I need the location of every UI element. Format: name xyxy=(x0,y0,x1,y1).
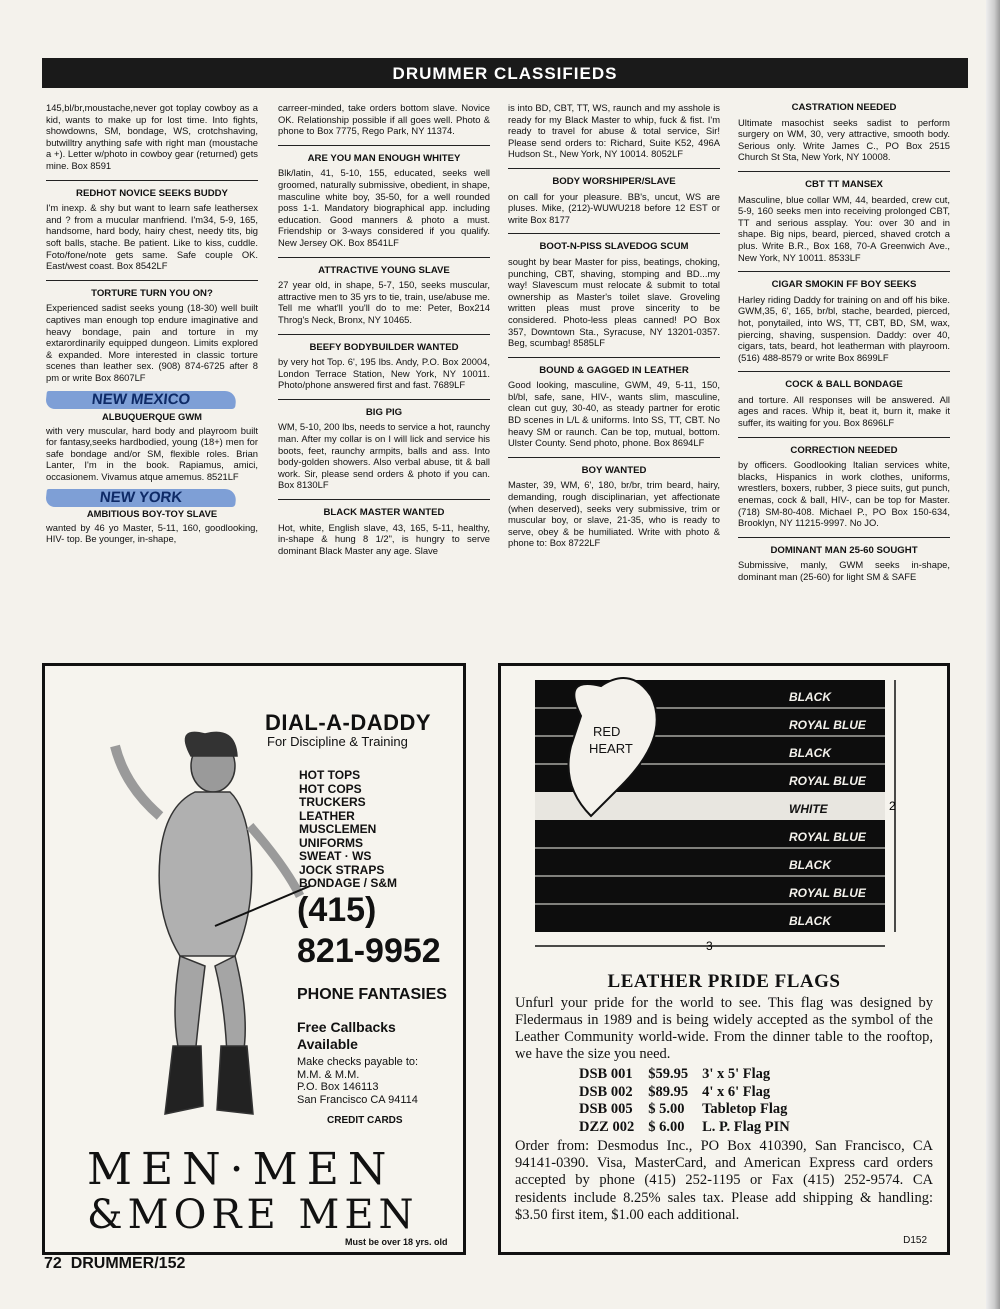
ad-subtitle: For Discipline & Training xyxy=(267,734,408,749)
stripe-label: BLACK xyxy=(789,858,831,872)
ad-heading: CASTRATION NEEDED xyxy=(791,102,897,113)
width-dimension: 3 xyxy=(706,939,713,953)
product-description: L. P. Flag PIN xyxy=(702,1118,790,1135)
stripe-label: WHITE xyxy=(789,802,828,816)
classified-ad xyxy=(508,357,720,449)
classified-ad xyxy=(278,499,490,556)
region-new-york xyxy=(46,489,258,545)
price-row xyxy=(579,1101,804,1119)
ad-body: Blk/latin, 41, 5-10, 155, educated, seeks well groomed, naturally submissive, obedient, in shape, masculine white boy, 35-50, for a well rounded poss 1-1. Mandatory biographical app. including education. Good manners & photo a must. Friendship or 3-ways considered if you qualify. New Jersey OK. Box 8541LF xyxy=(278,167,490,248)
product-code: DZZ 002 xyxy=(579,1118,635,1135)
men-men-headline: MEN·MEN xyxy=(87,1144,396,1195)
classified-ad xyxy=(46,280,258,384)
price-row xyxy=(579,1119,804,1137)
ad-heading: COCK & BALL BONDAGE xyxy=(785,379,903,391)
product-code: DSB 001 xyxy=(579,1066,633,1082)
classified-ad xyxy=(738,371,950,428)
stripe-label: BLACK xyxy=(789,914,831,928)
classifieds-column-1 xyxy=(46,102,258,650)
product-code: DSB 005 xyxy=(579,1101,633,1117)
ad-heading: BOY WANTED xyxy=(581,464,647,476)
address-line: Make checks payable to: xyxy=(297,1056,419,1068)
ad-title: DIAL-A-DADDY xyxy=(265,710,432,735)
ad-code: D152 xyxy=(903,1235,927,1246)
product-code: DSB 002 xyxy=(579,1083,633,1100)
ad-body: Master, 39, WM, 6', 180, br/br, trim beard, hairy, demanding, rough disciplinarian, yet affectionate (when deserved), seeks very submissive, trim or muscular boy, or slave, 21-35, who is ready to serve, obey & be humiliated. Write with photo & phone to: Box 8722LF xyxy=(508,479,720,549)
ad-body: Masculine, blue collar WM, 44, bearded, crew cut, 5-9, 160 seeks men into receiving prolonged CBT, TT and serious assplay. You: over 30 and in shape. Big nips, beard, pierced, shaved crotch a plus. Write B.R., Box 168, 70-A Greenwich Ave., New York, NY 10011. 8533LF xyxy=(738,193,950,263)
ad-body: Ultimate masochist seeks sadist to perform surgery on WM, 30, very attractive, smooth body. Serious only. Write James C., PO Box 2515 Church St Sta, New York, NY 10008. xyxy=(738,116,950,163)
ad-heading: ATTRACTIVE YOUNG SLAVE xyxy=(318,264,450,276)
free-callbacks xyxy=(297,1019,396,1053)
classified-ad xyxy=(738,271,950,363)
product-description: 4' x 6' Flag xyxy=(702,1083,771,1100)
service-item: LEATHER xyxy=(299,808,355,823)
classified-ad xyxy=(278,399,490,491)
stripe-label: ROYAL BLUE xyxy=(789,886,866,900)
service-item: TRUCKERS xyxy=(299,795,366,809)
stripe-label: BLACK xyxy=(789,746,831,760)
page-footer: 72 DRUMMER/152 xyxy=(44,1255,186,1272)
ad-heading: TORTURE TURN YOU ON? xyxy=(91,287,213,299)
ad-body: and torture. All responses will be answered. All ages and races. Whip it, beat it, burn it, make it suffer, its waiting for you. Box 8696LF xyxy=(738,393,950,429)
classifieds-column-4 xyxy=(738,102,950,650)
service-item: HOT TOPS xyxy=(299,768,361,782)
flag-ad-title: LEATHER PRIDE FLAGS xyxy=(607,971,841,992)
service-item: JOCK STRAPS xyxy=(299,862,385,877)
ad-heading: BIG PIG xyxy=(365,406,403,418)
ad-body: Good looking, masculine, GWM, 49, 5-11, 150, bl/bl, safe, sane, HIV-, wants slim, masculine, clean cut guy, 30-40, as steady partner for erotic BD scenes in L/L & uniforms. Into SS, TT, CBT. No heavy SM or raunch. Can be top, mutual, bottom. Ulster County. Send photo, phone. Box 8694LF xyxy=(508,379,720,449)
more-men-headline: &MORE MEN xyxy=(87,1192,419,1238)
phone-fantasies-label: PHONE FANTASIES xyxy=(297,986,447,1003)
product-price: $ 6.00 xyxy=(648,1118,685,1135)
ad-heading: REDHOT NOVICE SEEKS BUDDY xyxy=(76,187,228,199)
stripe-label: BLACK xyxy=(789,690,831,704)
stripe-label: ROYAL BLUE xyxy=(789,718,866,732)
classified-ad xyxy=(278,334,490,391)
ad-body: with very muscular, hard body and playroom built for fantasy,seeks hardbodied, young (18+) men for safe bondage and/or SM, flexible roles. Brian Lanter, I'm in the book. Rapiamus, amici, occasionem. Vivamus atque amemus. 8521LF xyxy=(46,424,258,483)
address-line: San Francisco CA 94114 xyxy=(297,1093,418,1106)
stripe-label: ROYAL BLUE xyxy=(789,830,866,844)
ad-body: sought by bear Master for piss, beatings, choking, punching, CBT, shaving, stomping and BD...my way! Slavescum must relocate & submit to total ownership as Master's toilet slave. Groveling written pleas must prove sincerity to be considered. Photo-less pleas canned! PO Box 357, Downtown Sta., Syracuse, NY 13201-0357. Beg, scumbag! 8585LF xyxy=(508,255,720,349)
order-instructions: Order from: Desmodus Inc., PO Box 410390, San Francisco, CA 94141-0390. Visa, MasterCard, and American Express card orders accepted by phone (415) 252-1195 or Fax (415) 252-9574. CA residents include 8.25% sales tax. Please add shipping & handling: $3.50 first item, $1.00 each additional. xyxy=(515,1138,933,1223)
classified-ad xyxy=(508,233,720,348)
address-line: M.M. & M.M. xyxy=(297,1068,360,1081)
flag-diagram xyxy=(531,676,905,962)
phone-area-code: (415) xyxy=(297,891,377,929)
service-item: MUSCLEMEN xyxy=(299,822,377,836)
scan-edge xyxy=(986,0,1000,1309)
ad-body: is into BD, CBT, TT, WS, raunch and my asshole is ready for my Black Master to whip, fuck & fist. I'm ready to travel for abuse & total service, Sir! Please send orders to: Richard, Suite K52, 496A Hudson St., New York, NY 10014. 8052LF xyxy=(508,102,720,160)
free-callbacks-line: Free Callbacks xyxy=(297,1019,396,1035)
ad-body: wanted by 46 yo Master, 5-11, 160, goodlooking, HIV- top. Be younger, in-shape, xyxy=(46,521,258,545)
classified-ad xyxy=(278,102,490,137)
ad-body: Experienced sadist seeks young (18-30) well built captives man enough top endure imaginative and heavy bondage, pain and torture in my extarordinarily equipped dungeon. Limits explored & expanded. More interested in classic torture scenes than leather sex. (908) 874-6725 after 8 pm or write Box 8607LF xyxy=(46,302,258,383)
ad-body: Harley riding Daddy for training on and off his bike. GWM,35, 6', 165, br/bl, stache, bearded, pierced, hot, ponytailed, into WS, TT, CBT, BD, SM, wax, piercing, shaving, suspension. Daddy: over 40, cigars, tats, beard, hot leatherman with playroom. (516) 488-8579 or write Box 8699LF xyxy=(738,293,950,363)
region-new-mexico xyxy=(46,391,258,482)
ad-heading: CORRECTION NEEDED xyxy=(790,444,898,456)
address-line: P.O. Box 146113 xyxy=(297,1081,379,1093)
price-row xyxy=(579,1066,804,1084)
classified-ad xyxy=(508,168,720,225)
age-disclaimer: Must be over 18 yrs. old xyxy=(345,1237,448,1247)
product-price: $ 5.00 xyxy=(648,1101,685,1117)
classified-ad xyxy=(278,145,490,249)
free-callbacks-line: Available xyxy=(297,1036,358,1052)
price-table xyxy=(579,1066,804,1136)
price-row xyxy=(579,1084,804,1102)
ad-heading: BOOT-N-PISS SLAVEDOG SCUM xyxy=(539,241,689,253)
classified-ad xyxy=(738,437,950,529)
ad-heading: BODY WORSHIPER/SLAVE xyxy=(552,175,676,187)
ad-heading: ARE YOU MAN ENOUGH WHITEY xyxy=(307,152,461,164)
ad-body: carreer-minded, take orders bottom slave. Novice OK. Relationship possible if all goes well. Photo & phone to Box 7775, Rego Park, NY 11374. xyxy=(278,102,490,137)
credit-cards-label: CREDIT CARDS xyxy=(327,1115,403,1126)
ad-heading: BOUND & GAGGED IN LEATHER xyxy=(539,364,689,376)
ad-heading: BEEFY BODYBUILDER WANTED xyxy=(309,341,459,353)
service-list xyxy=(299,769,397,891)
section-banner: DRUMMER CLASSIFIEDS xyxy=(42,58,968,88)
stripe-label: ROYAL BLUE xyxy=(789,774,866,788)
ad-heading: DOMINANT MAN 25-60 SOUGHT xyxy=(770,544,918,556)
classified-ad xyxy=(46,102,258,172)
ad-body: 27 year old, in shape, 5-7, 150, seeks muscular, attractive men to 35 yrs to tie, train, use/abuse me. Tell me what'll you'll do to me: Peter, Box214 Throg's Neck, Bronx, NY 10465. xyxy=(278,279,490,325)
ad-body: by officers. Goodlooking Italian services white, blacks, Hispanics in work clothes, uniforms, wrestlers, boxers, rubber, 3 piece suits, gut punch, enemas, cock & ball, HIV-, can be top for Master. (718) SM-80-408. Michael P., PO Box 150-634, Brooklyn, NY 11215-9997. No JO. xyxy=(738,459,950,529)
heart-label: HEART xyxy=(589,741,633,756)
phone-number: 821-9952 xyxy=(297,932,441,970)
ad-body: by very hot Top. 6', 195 lbs. Andy, P.O. Box 20004, London Terrace Station, New York, NY 10011. Photo/phone answered first and fast. 7689LF xyxy=(278,356,490,391)
service-item: SWEAT · WS xyxy=(299,849,372,863)
product-description: 3' x 5' Flag xyxy=(702,1066,771,1082)
height-dimension: 2 xyxy=(889,799,896,813)
leather-pride-flag-ad xyxy=(498,663,950,1255)
ad-heading: AMBITIOUS BOY-TOY SLAVE xyxy=(86,508,218,520)
ad-heading: CIGAR SMOKIN FF BOY SEEKS xyxy=(771,279,917,291)
classified-ad xyxy=(738,171,950,263)
ad-body: WM, 5-10, 200 lbs, needs to service a hot, raunchy man. After my collar is on I will lick and service his boots, feet, raunchy armpits, balls and ass. Into body-golden showers. Also verbal abuse, tit & ball work. Sir, please send orders & photo if you can. Box 8130LF xyxy=(278,421,490,491)
classified-ad xyxy=(278,257,490,326)
classifieds-column-2 xyxy=(278,102,490,650)
product-description: Tabletop Flag xyxy=(702,1101,788,1117)
region-heading: NEW MEXICO xyxy=(46,391,237,409)
classified-ad xyxy=(738,537,950,583)
classified-ad xyxy=(508,102,720,160)
flag-ad-description: Unfurl your pride for the world to see. This flag was designed by Fledermaus in 1989 and is being widely accepted as the symbol of the Leather Community world-wide. From the dinner table to the rooftop, we have the size you need. xyxy=(515,995,933,1062)
ad-heading: CBT TT MANSEX xyxy=(805,178,883,190)
dial-a-daddy-ad xyxy=(42,663,466,1255)
ad-body: on call for your pleasure. BB's, uncut, WS are pluses. Mike, (212)-WUWU218 before 12 EST or write Box 8177 xyxy=(508,190,720,225)
classified-ad xyxy=(738,102,950,163)
service-item: UNIFORMS xyxy=(299,835,363,850)
payment-address xyxy=(297,1056,418,1106)
classifieds-column-3 xyxy=(508,102,720,650)
ad-heading: BLACK MASTER WANTED xyxy=(323,507,445,519)
ad-body: Hot, white, English slave, 43, 165, 5-11, healthy, in-shape & hung 8 1/2", is hungry to serve dominant Black Master any age. Slave xyxy=(278,521,490,556)
classified-ad xyxy=(508,457,720,549)
ad-body: 145,bl/br,moustache,never got toplay cowboy as a kid, wants to make up for lost time. Into fights, showdowns, SM, bondage, WS, crotchshaving, butwilltry anything safe with right man (moustache a +). Letter w/photo in cowboy gear (returned) gets mine. Box 8591 xyxy=(46,102,258,171)
service-item: BONDAGE / S&M xyxy=(299,876,398,890)
ad-heading: ALBUQUERQUE GWM xyxy=(102,411,202,423)
product-price: $59.95 xyxy=(648,1066,689,1082)
ad-body: Submissive, manly, GWM seeks in-shape, dominant man (25-60) for light SM & SAFE xyxy=(738,559,950,582)
ad-body: I'm inexp. & shy but want to learn safe leathersex and ? from a mucular manfriend. I'm34, 5-9, 165, handsome, hard body, hairy chest, needy tits, big soft balls, stache. Be patient. Like to kiss, cuddle. Foto/fone/note gets same. Safe couple OK. East/west coast. Box 8542LF xyxy=(46,202,258,272)
classified-ad xyxy=(46,180,258,272)
figure-illustration xyxy=(85,726,315,1126)
service-item: HOT COPS xyxy=(299,781,362,796)
product-price: $89.95 xyxy=(648,1083,689,1100)
region-heading: NEW YORK xyxy=(46,489,237,507)
heart-label: RED xyxy=(593,724,621,739)
